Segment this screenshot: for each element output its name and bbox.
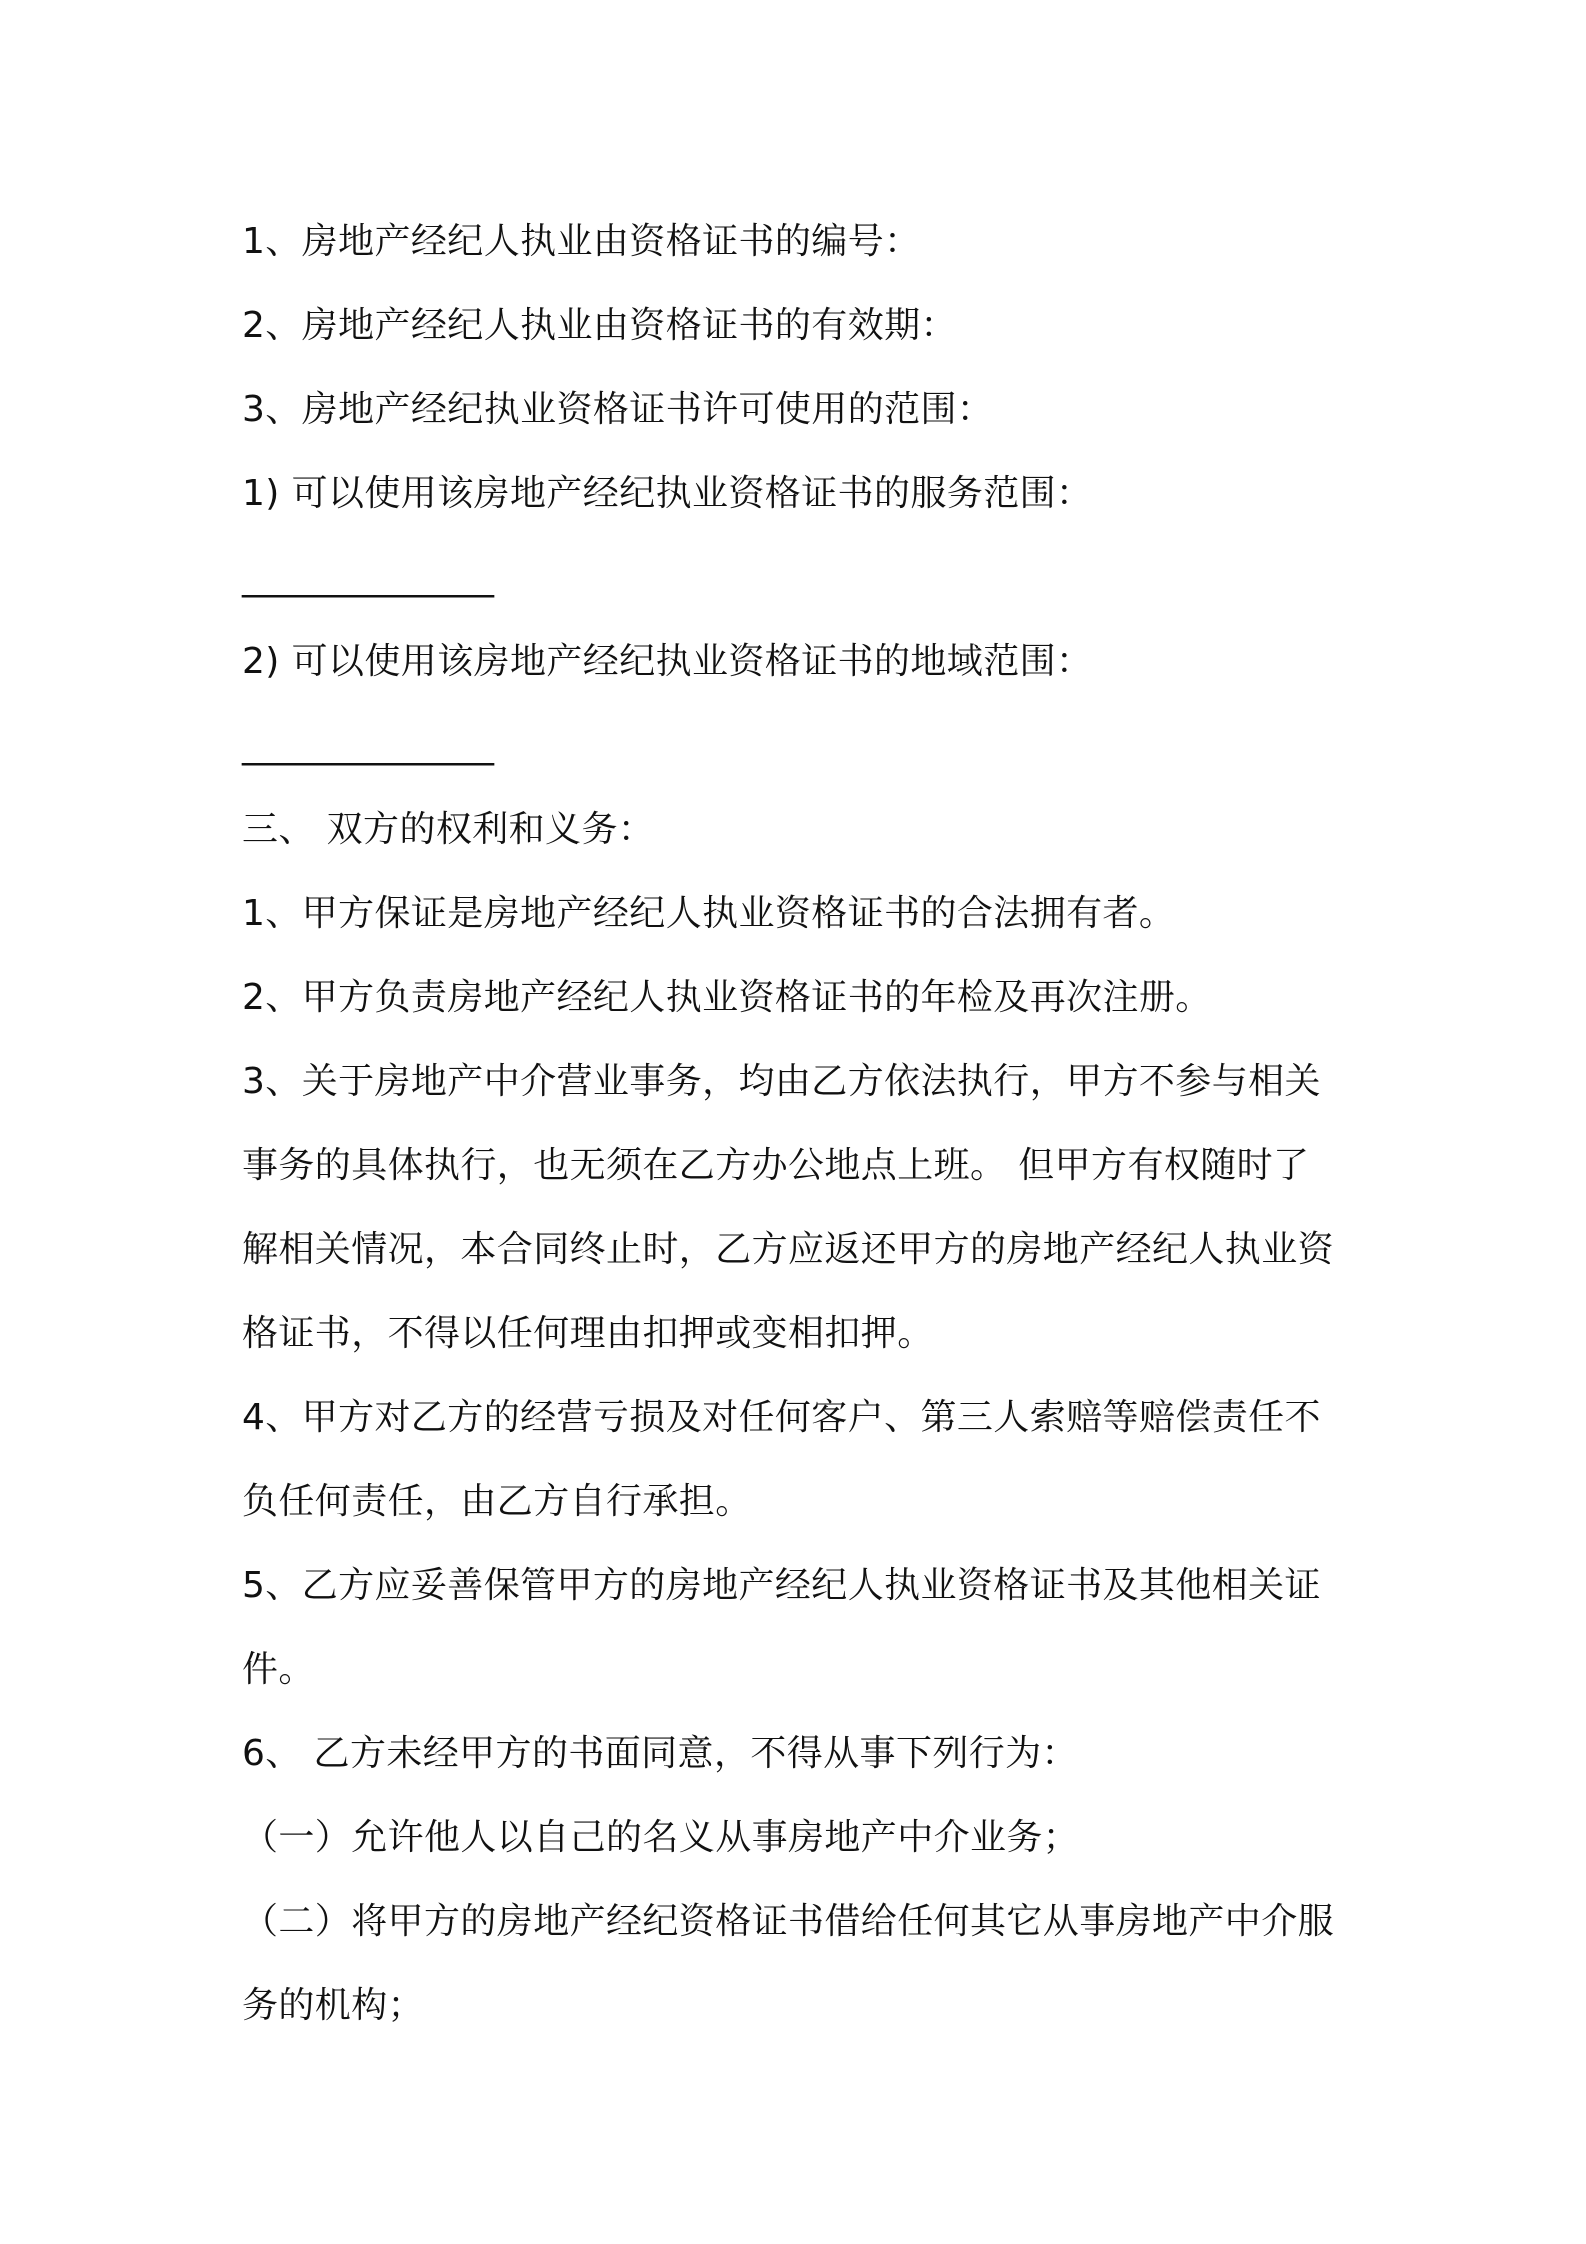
service-scope-blank: ______________ <box>242 557 494 598</box>
section-heading-rights: 三、 双方的权利和义务： <box>242 809 655 850</box>
clause-4 <box>242 1376 1364 1544</box>
clause-6-item-2-row: 务的机构； <box>242 1985 425 2026</box>
clause-3 <box>242 1040 1364 1376</box>
clause-6-item-2 <box>242 1880 1364 2048</box>
clause-3-row: 解相关情况，本合同终止时，乙方应返还甲方的房地产经纪人执业资 <box>242 1229 1335 1270</box>
clause-1: 1、甲方保证是房地产经纪人执业资格证书的合法拥有者。 <box>242 893 1176 934</box>
region-scope-line: 2) 可以使用该房地产经纪执业资格证书的地域范围： <box>242 641 1093 682</box>
clause-3-row: 格证书，不得以任何理由扣押或变相扣押。 <box>242 1313 934 1354</box>
certificate-number-line: 1、房地产经纪人执业由资格证书的编号： <box>242 221 921 262</box>
clause-4-row: 4、甲方对乙方的经营亏损及对任何客户、第三人索赔等赔偿责任不 <box>242 1397 1321 1438</box>
clause-6-row: 6、 乙方未经甲方的书面同意，不得从事下列行为： <box>242 1733 1078 1774</box>
clause-6-item-2-row: （二）将甲方的房地产经纪资格证书借给任何其它从事房地产中介服 <box>242 1901 1335 1942</box>
service-scope-line: 1) 可以使用该房地产经纪执业资格证书的服务范围： <box>242 473 1093 514</box>
clause-3-row: 事务的具体执行，也无须在乙方办公地点上班。 但甲方有权随时了 <box>242 1145 1310 1186</box>
clause-4-row: 负任何责任，由乙方自行承担。 <box>242 1481 752 1522</box>
document-body <box>242 200 1364 2048</box>
clause-6 <box>242 1712 1364 1796</box>
clause-6-item-1-row: （一）允许他人以自己的名义从事房地产中介业务； <box>242 1817 1080 1858</box>
clause-3-row: 3、关于房地产中介营业事务，均由乙方依法执行，甲方不参与相关 <box>242 1061 1321 1102</box>
clause-2: 2、甲方负责房地产经纪人执业资格证书的年检及再次注册。 <box>242 977 1212 1018</box>
clause-5-row: 件。 <box>242 1649 315 1690</box>
clause-6-item-1 <box>242 1796 1364 1880</box>
clause-5-row: 5、乙方应妥善保管甲方的房地产经纪人执业资格证书及其他相关证 <box>242 1565 1321 1606</box>
clause-5 <box>242 1544 1364 1712</box>
certificate-scope-line: 3、房地产经纪执业资格证书许可使用的范围： <box>242 389 994 430</box>
region-scope-blank: ______________ <box>242 725 494 766</box>
certificate-validity-line: 2、房地产经纪人执业由资格证书的有效期： <box>242 305 957 346</box>
